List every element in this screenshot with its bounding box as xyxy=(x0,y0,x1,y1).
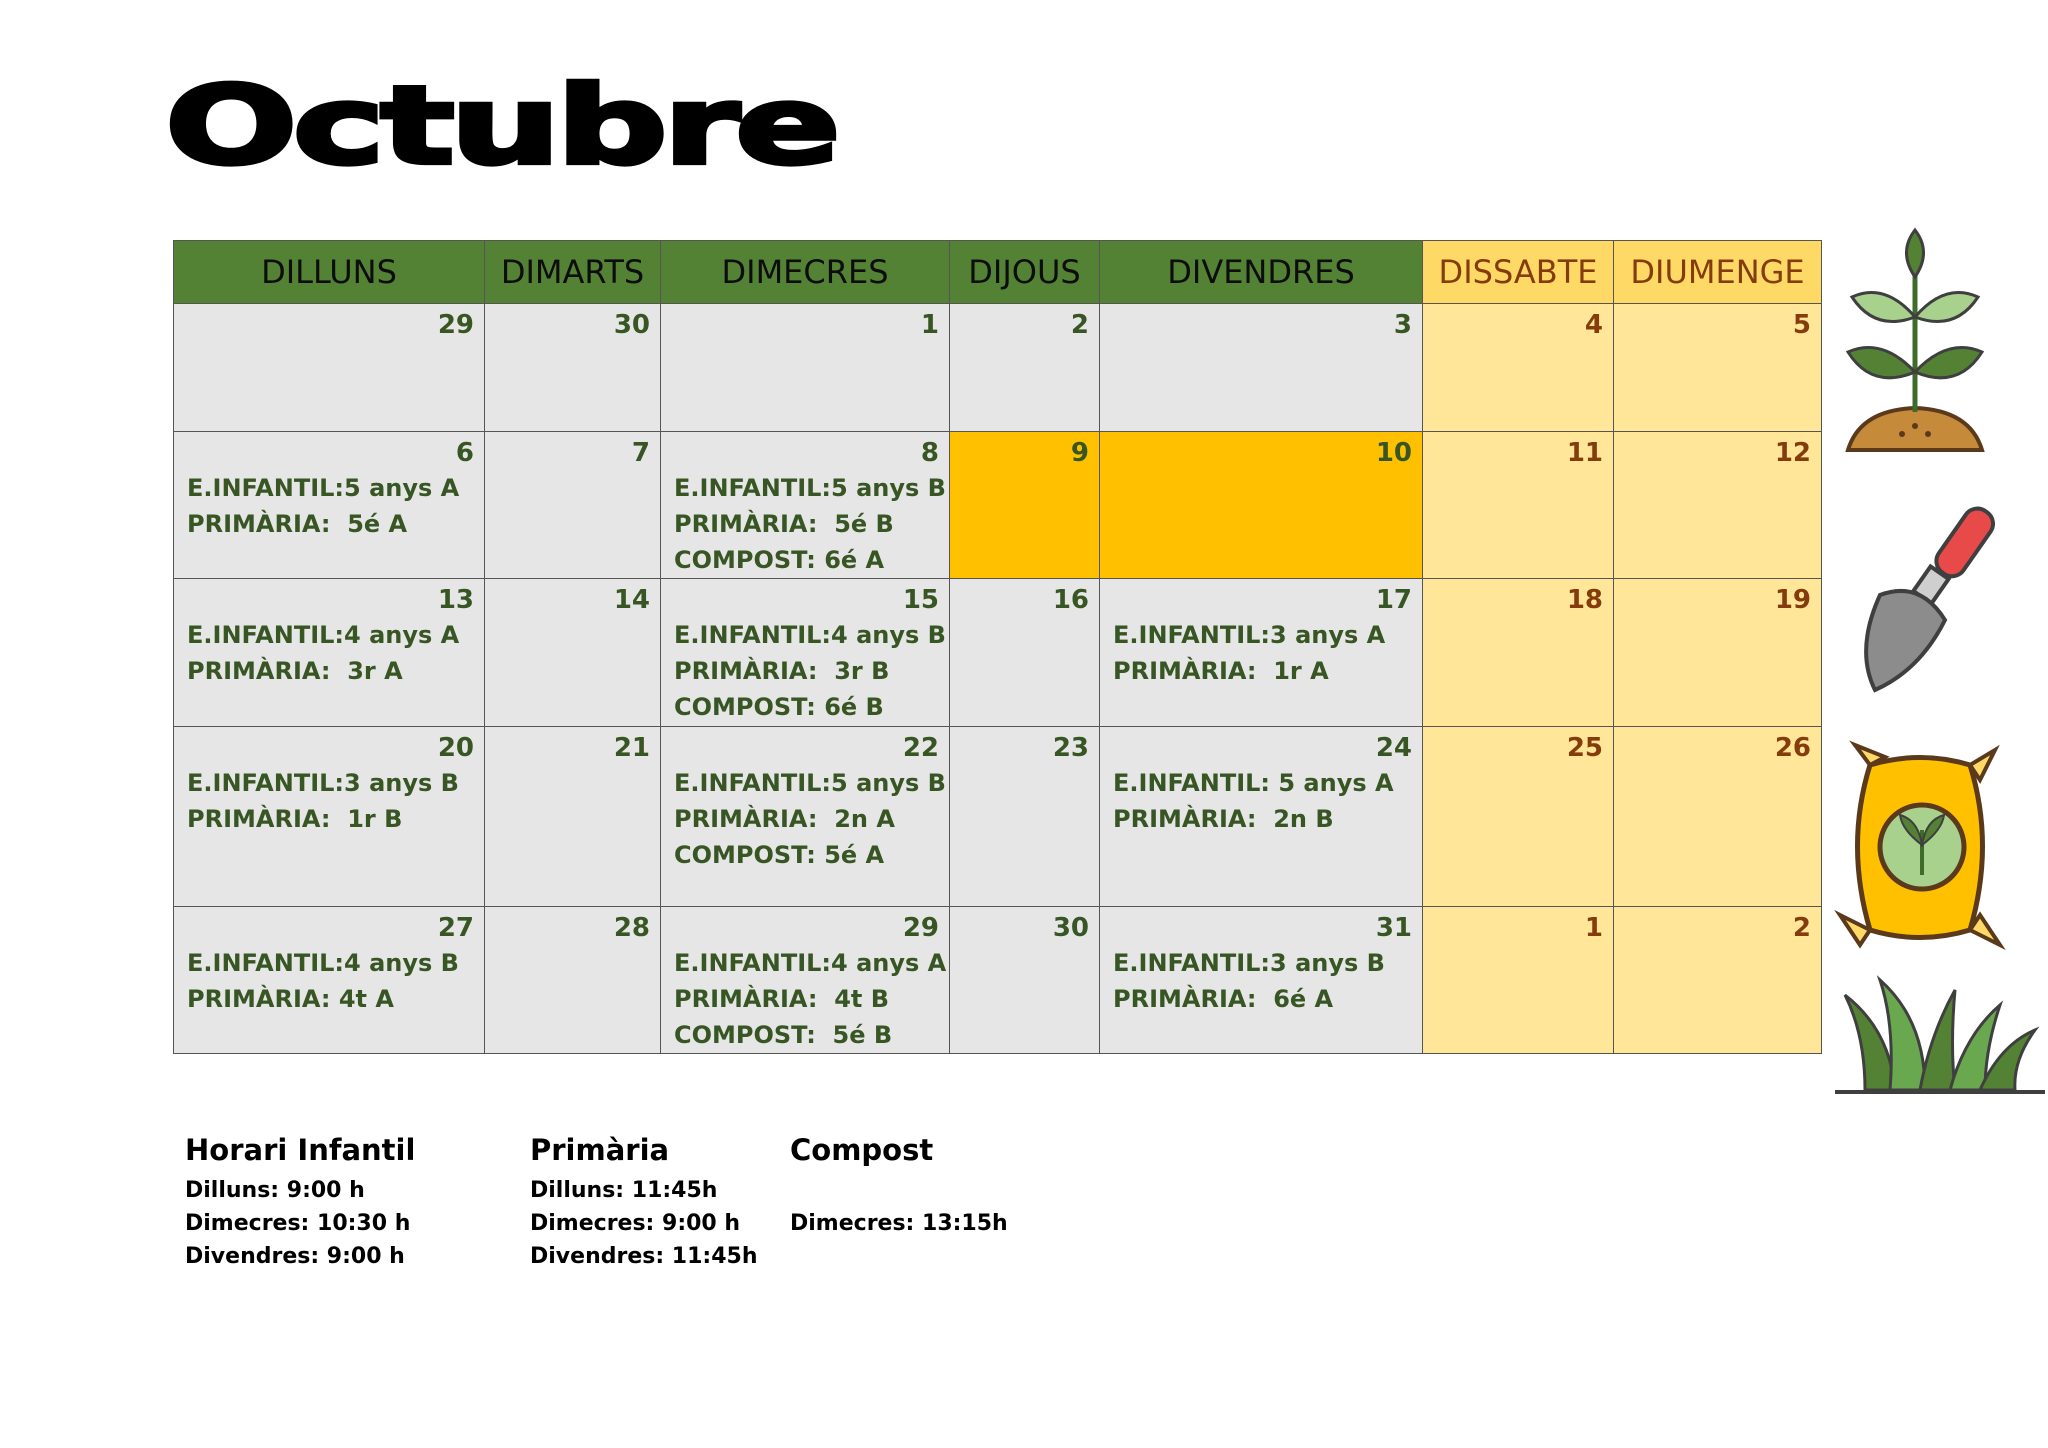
schedule-line: Dimecres: 13:15h xyxy=(790,1211,1008,1236)
day-cell xyxy=(1614,907,1822,1054)
schedule-line: Dilluns: 11:45h xyxy=(530,1178,718,1203)
event-entry: PRIMÀRIA: 3r A xyxy=(187,657,403,685)
day-number: 14 xyxy=(613,585,650,615)
schedule-heading: Primària xyxy=(530,1133,670,1167)
header-dimecres: DIMECRES xyxy=(661,241,950,304)
day-number: 11 xyxy=(1566,438,1603,468)
day-cell xyxy=(661,907,950,1054)
day-number: 22 xyxy=(902,733,939,763)
day-number: 30 xyxy=(1052,913,1089,943)
day-cell xyxy=(1423,727,1614,907)
day-cell xyxy=(485,907,661,1054)
trowel-icon xyxy=(1850,500,2000,700)
header-dijous: DIJOUS xyxy=(950,241,1100,304)
schedule-line: Divendres: 9:00 h xyxy=(185,1244,405,1269)
event-entry: PRIMÀRIA: 2n A xyxy=(674,805,895,833)
day-number: 18 xyxy=(1566,585,1603,615)
week-row xyxy=(174,304,1822,432)
day-cell xyxy=(485,304,661,432)
event-entry: COMPOST: 5é A xyxy=(674,841,885,869)
day-number: 30 xyxy=(613,310,650,340)
day-cell xyxy=(1423,579,1614,727)
day-number: 25 xyxy=(1566,733,1603,763)
header-divendres: DIVENDRES xyxy=(1100,241,1423,304)
weekday-header-row xyxy=(174,241,1822,304)
day-number: 9 xyxy=(1070,438,1089,468)
event-entry: E.INFANTIL:3 anys B xyxy=(1113,949,1385,977)
day-number: 23 xyxy=(1052,733,1089,763)
event-entry: E.INFANTIL:5 anys B xyxy=(674,769,946,797)
day-cell xyxy=(1100,907,1423,1054)
day-number: 29 xyxy=(437,310,474,340)
week-row xyxy=(174,907,1822,1054)
event-entry: PRIMÀRIA: 4t B xyxy=(674,985,890,1013)
sprout-icon xyxy=(1840,222,1990,457)
day-number: 19 xyxy=(1774,585,1811,615)
calendar-table xyxy=(173,240,1822,1054)
event-entry: PRIMÀRIA: 3r B xyxy=(674,657,890,685)
day-cell xyxy=(485,579,661,727)
day-number: 1 xyxy=(920,310,939,340)
event-entry: E.INFANTIL:4 anys A xyxy=(187,621,460,649)
day-number: 8 xyxy=(920,438,939,468)
day-cell xyxy=(661,432,950,579)
event-entry: PRIMÀRIA: 2n B xyxy=(1113,805,1334,833)
event-entry: E.INFANTIL:4 anys B xyxy=(674,621,946,649)
event-entry: PRIMÀRIA: 5é B xyxy=(674,510,894,538)
day-number: 12 xyxy=(1774,438,1811,468)
grass-icon xyxy=(1835,975,2045,1100)
day-number: 21 xyxy=(613,733,650,763)
day-number: 26 xyxy=(1774,733,1811,763)
event-entry: PRIMÀRIA: 4t A xyxy=(187,985,394,1013)
day-number: 1 xyxy=(1584,913,1603,943)
event-entry: E.INFANTIL:5 anys A xyxy=(187,474,460,502)
day-cell xyxy=(174,432,485,579)
day-cell xyxy=(950,304,1100,432)
day-number: 31 xyxy=(1375,913,1412,943)
event-entry: E.INFANTIL:4 anys B xyxy=(187,949,459,977)
day-cell xyxy=(174,907,485,1054)
day-number: 3 xyxy=(1393,310,1412,340)
day-cell xyxy=(1100,304,1423,432)
day-cell xyxy=(485,727,661,907)
day-cell-holiday xyxy=(1100,432,1423,579)
day-cell xyxy=(1614,579,1822,727)
header-dissabte: DISSABTE xyxy=(1423,241,1614,304)
schedule-line: Dimecres: 9:00 h xyxy=(530,1211,741,1236)
event-entry: COMPOST: 6é B xyxy=(674,693,884,721)
day-cell xyxy=(485,432,661,579)
day-number: 24 xyxy=(1375,733,1412,763)
day-cell xyxy=(1614,727,1822,907)
day-number: 10 xyxy=(1375,438,1412,468)
event-entry: E.INFANTIL:5 anys B xyxy=(674,474,946,502)
day-number: 5 xyxy=(1792,310,1811,340)
schedule-line: Dimecres: 10:30 h xyxy=(185,1211,411,1236)
schedule-heading: Compost xyxy=(790,1133,934,1167)
day-number: 15 xyxy=(902,585,939,615)
day-cell xyxy=(1423,907,1614,1054)
header-dilluns: DILLUNS xyxy=(174,241,485,304)
event-entry: PRIMÀRIA: 1r B xyxy=(187,805,403,833)
header-diumenge: DIUMENGE xyxy=(1614,241,1822,304)
page-title: Octubre xyxy=(165,62,837,190)
header-dimarts: DIMARTS xyxy=(485,241,661,304)
day-cell-holiday xyxy=(950,432,1100,579)
seed-bag-icon xyxy=(1830,735,2010,960)
day-cell xyxy=(661,727,950,907)
schedule-compost xyxy=(790,1130,1008,1240)
event-entry: E.INFANTIL:3 anys B xyxy=(187,769,459,797)
day-cell xyxy=(661,304,950,432)
day-number: 13 xyxy=(437,585,474,615)
day-number: 28 xyxy=(613,913,650,943)
schedule-heading: Horari Infantil xyxy=(185,1133,416,1167)
day-cell xyxy=(950,907,1100,1054)
day-number: 20 xyxy=(437,733,474,763)
event-entry: COMPOST: 5é B xyxy=(674,1021,893,1049)
week-row xyxy=(174,432,1822,579)
day-cell xyxy=(950,727,1100,907)
day-number: 16 xyxy=(1052,585,1089,615)
day-cell xyxy=(1100,579,1423,727)
event-entry: PRIMÀRIA: 1r A xyxy=(1113,657,1329,685)
day-cell xyxy=(174,727,485,907)
event-entry: E.INFANTIL:4 anys A xyxy=(674,949,947,977)
day-number: 17 xyxy=(1375,585,1412,615)
day-cell xyxy=(950,579,1100,727)
event-entry: E.INFANTIL: 5 anys A xyxy=(1113,769,1394,797)
week-row xyxy=(174,579,1822,727)
day-number: 4 xyxy=(1584,310,1603,340)
schedule-infantil xyxy=(185,1130,415,1273)
event-entry: E.INFANTIL:3 anys A xyxy=(1113,621,1386,649)
schedule-line: Dilluns: 9:00 h xyxy=(185,1178,365,1203)
day-number: 27 xyxy=(437,913,474,943)
day-cell xyxy=(174,579,485,727)
day-cell xyxy=(661,579,950,727)
day-number: 2 xyxy=(1070,310,1089,340)
event-entry: PRIMÀRIA: 5é A xyxy=(187,510,408,538)
day-cell xyxy=(1614,304,1822,432)
day-cell xyxy=(1423,304,1614,432)
day-cell xyxy=(1100,727,1423,907)
schedule-primaria xyxy=(530,1130,758,1273)
day-cell xyxy=(174,304,485,432)
event-entry: PRIMÀRIA: 6é A xyxy=(1113,985,1334,1013)
day-number: 29 xyxy=(902,913,939,943)
schedule-line xyxy=(790,1174,1008,1207)
day-number: 7 xyxy=(631,438,650,468)
schedule-line: Divendres: 11:45h xyxy=(530,1244,758,1269)
day-number: 6 xyxy=(455,438,474,468)
day-number: 2 xyxy=(1792,913,1811,943)
week-row xyxy=(174,727,1822,907)
day-cell xyxy=(1423,432,1614,579)
event-entry: COMPOST: 6é A xyxy=(674,546,885,574)
day-cell xyxy=(1614,432,1822,579)
